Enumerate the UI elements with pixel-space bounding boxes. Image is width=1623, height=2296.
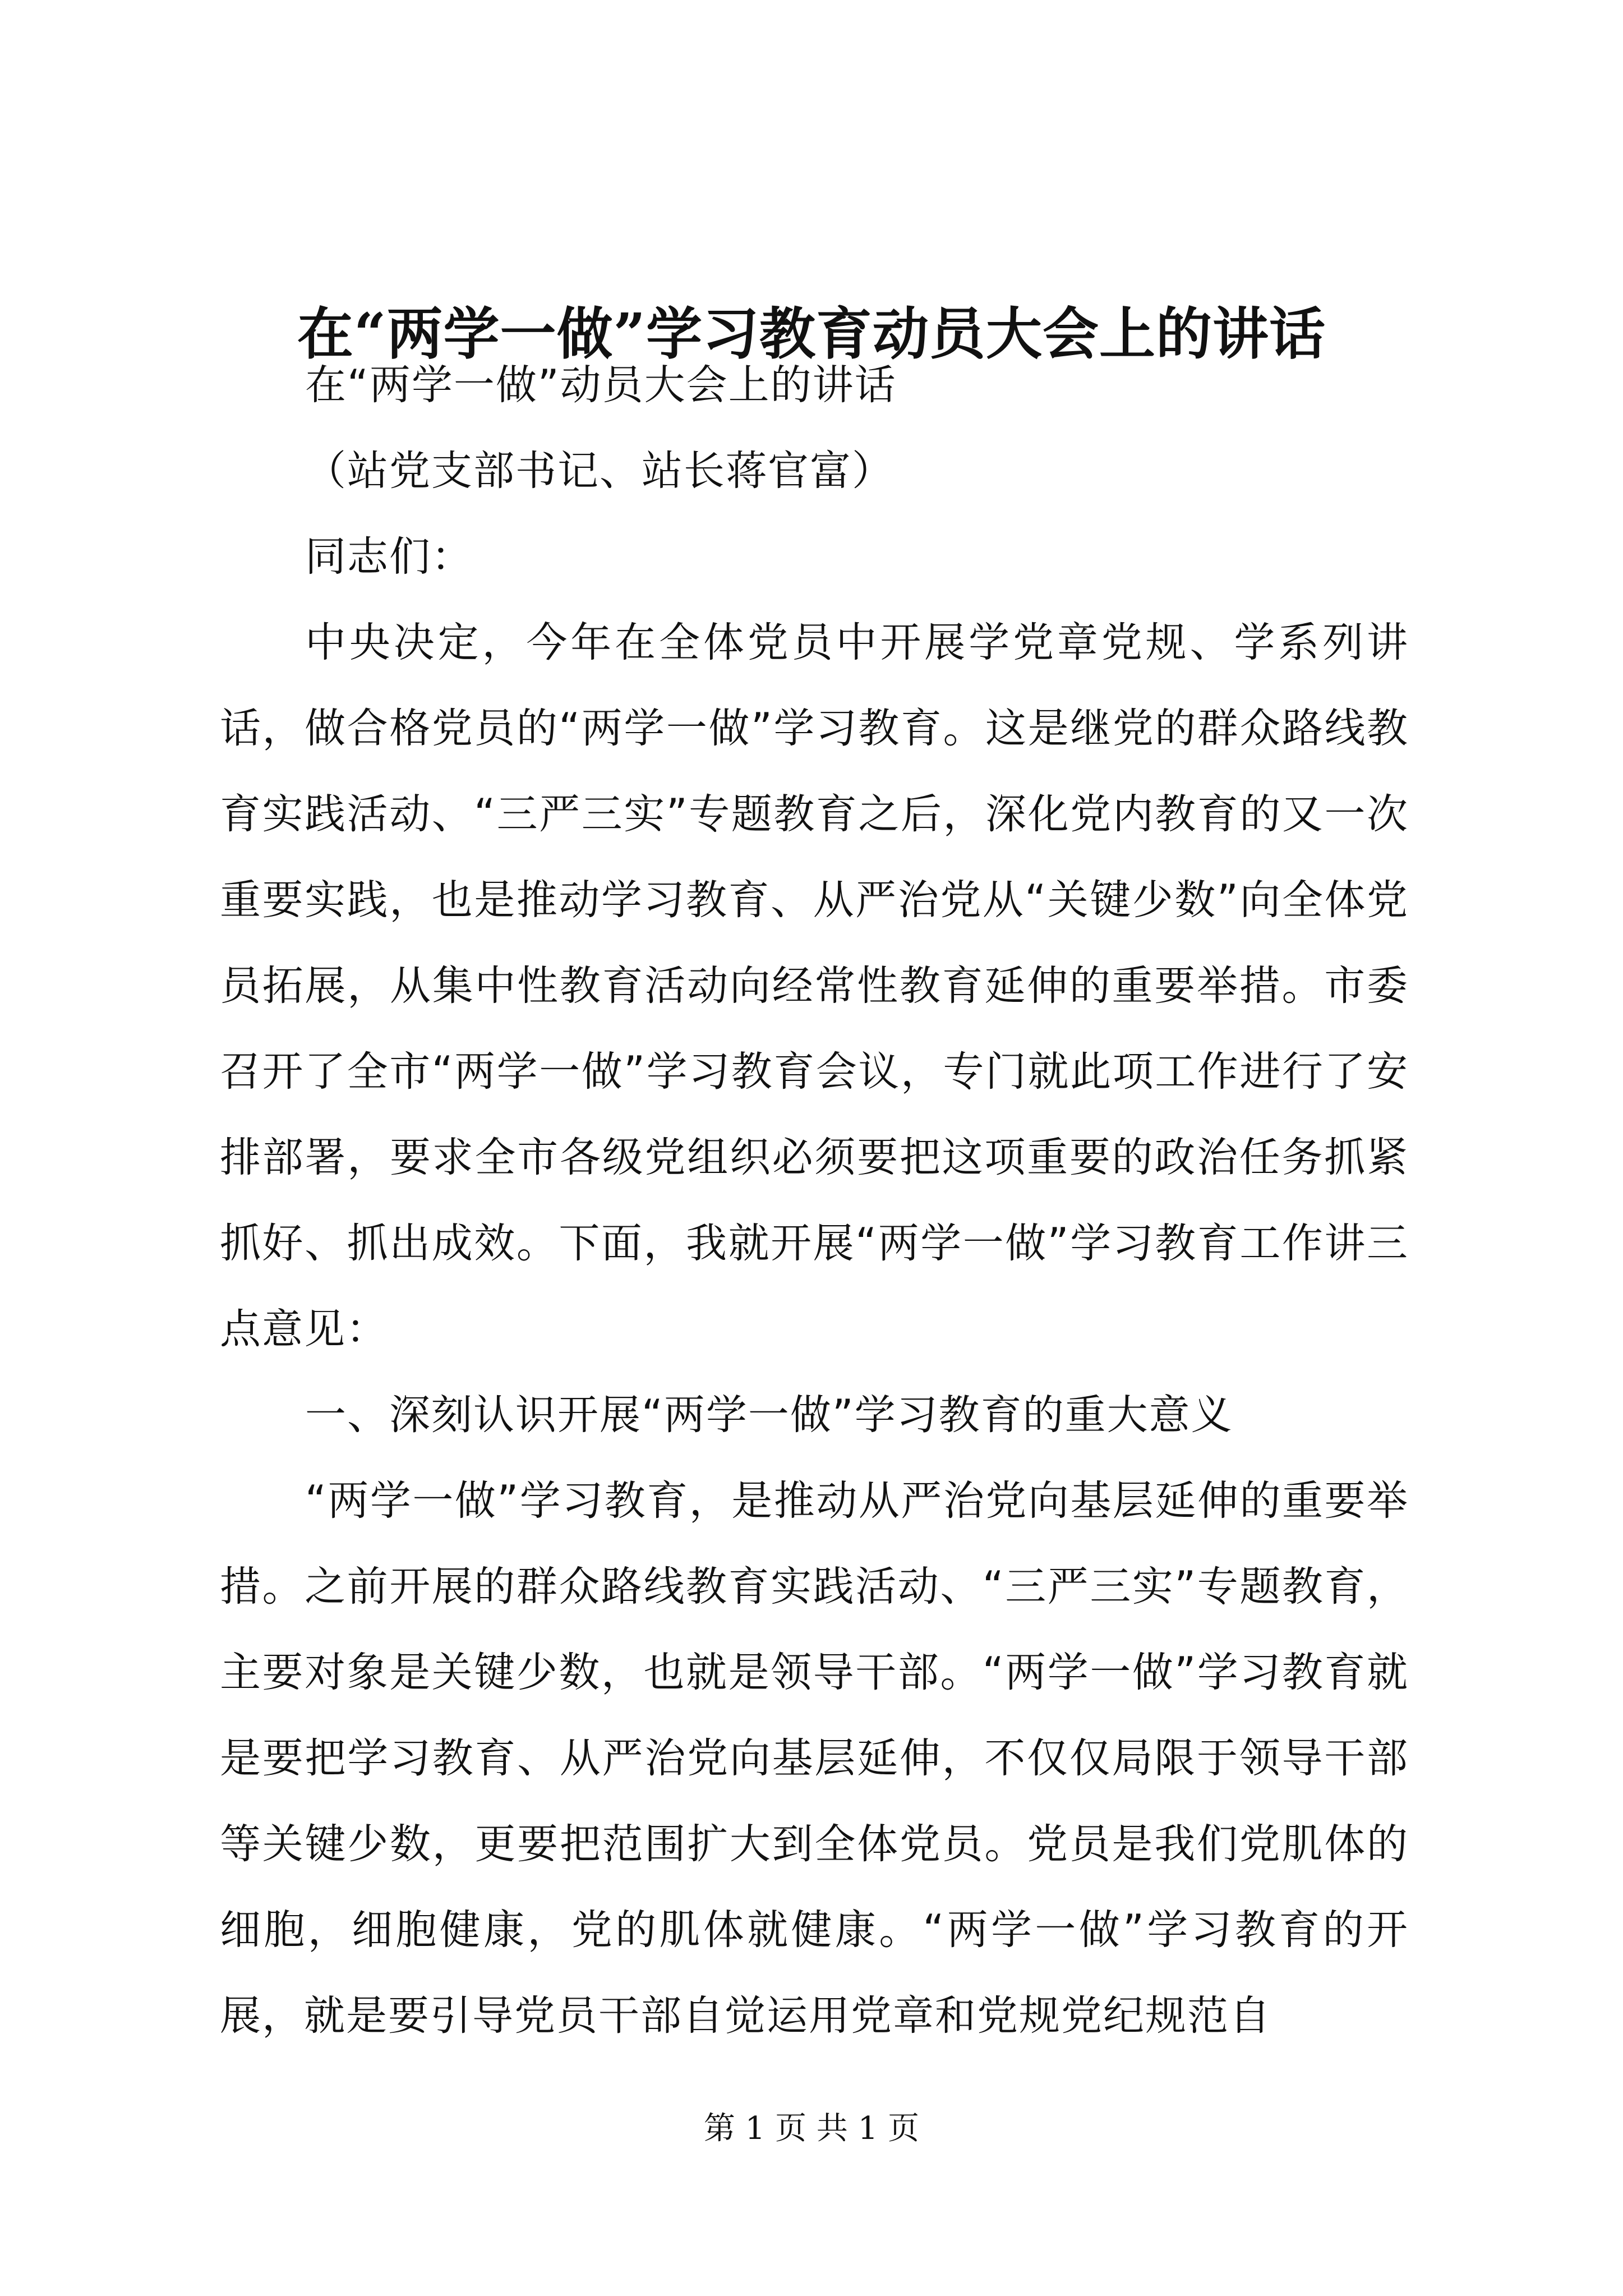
paragraph-intro: 中央决定，今年在全体党员中开展学党章党规、学系列讲话，做合格党员的“两学一做”学习教育。这是继党的群众路线教育实践活动、“三严三实”专题教育之后，深化党内教育的又一次重要实践，也是推动学习教育、从严治党从“关键少数”向全体党员拓展，从集中性教育活动向经常性教育延伸的重要举措。市委召开了全市“两学一做”学习教育会议，专门就此项工作进行了安排部署，要求全市各级党组织必须要把这项重要的政治任务抓紧抓好、抓出成效。下面，我就开展“两学一做”学习教育工作讲三点意见： (220, 619, 1409, 1353)
paragraph-section-1: “两学一做”学习教育，是推动从严治党向基层延伸的重要举措。之前开展的群众路线教育实践活动、“三严三实”专题教育，主要对象是关键少数，也就是领导干部。“两学一做”学习教育就是要把学习教育、从严治党向基层延伸，不仅仅局限于领导干部等关键少数，更要把范围扩大到全体党员。党员是我们党肌体的细胞，细胞健康，党的肌体就健康。“两学一做”学习教育的开展，就是要引导党员干部自觉运用党章和党规党纪规范自 (220, 1477, 1409, 2040)
document-title: 在“两学一做”学习教育动员大会上的讲话 (297, 301, 1326, 367)
page-footer: 第 1 页 共 1 页 (703, 2110, 920, 2147)
salutation: 同志们： (305, 533, 473, 581)
speech-subtitle: 在“两学一做”动员大会上的讲话 (305, 361, 897, 409)
speaker-line: （站党支部书记、站长蒋官富） (305, 447, 894, 495)
section-heading-1: 一、深刻认识开展“两学一做”学习教育的重大意义 (305, 1391, 1233, 1439)
document-body (220, 342, 1409, 2059)
